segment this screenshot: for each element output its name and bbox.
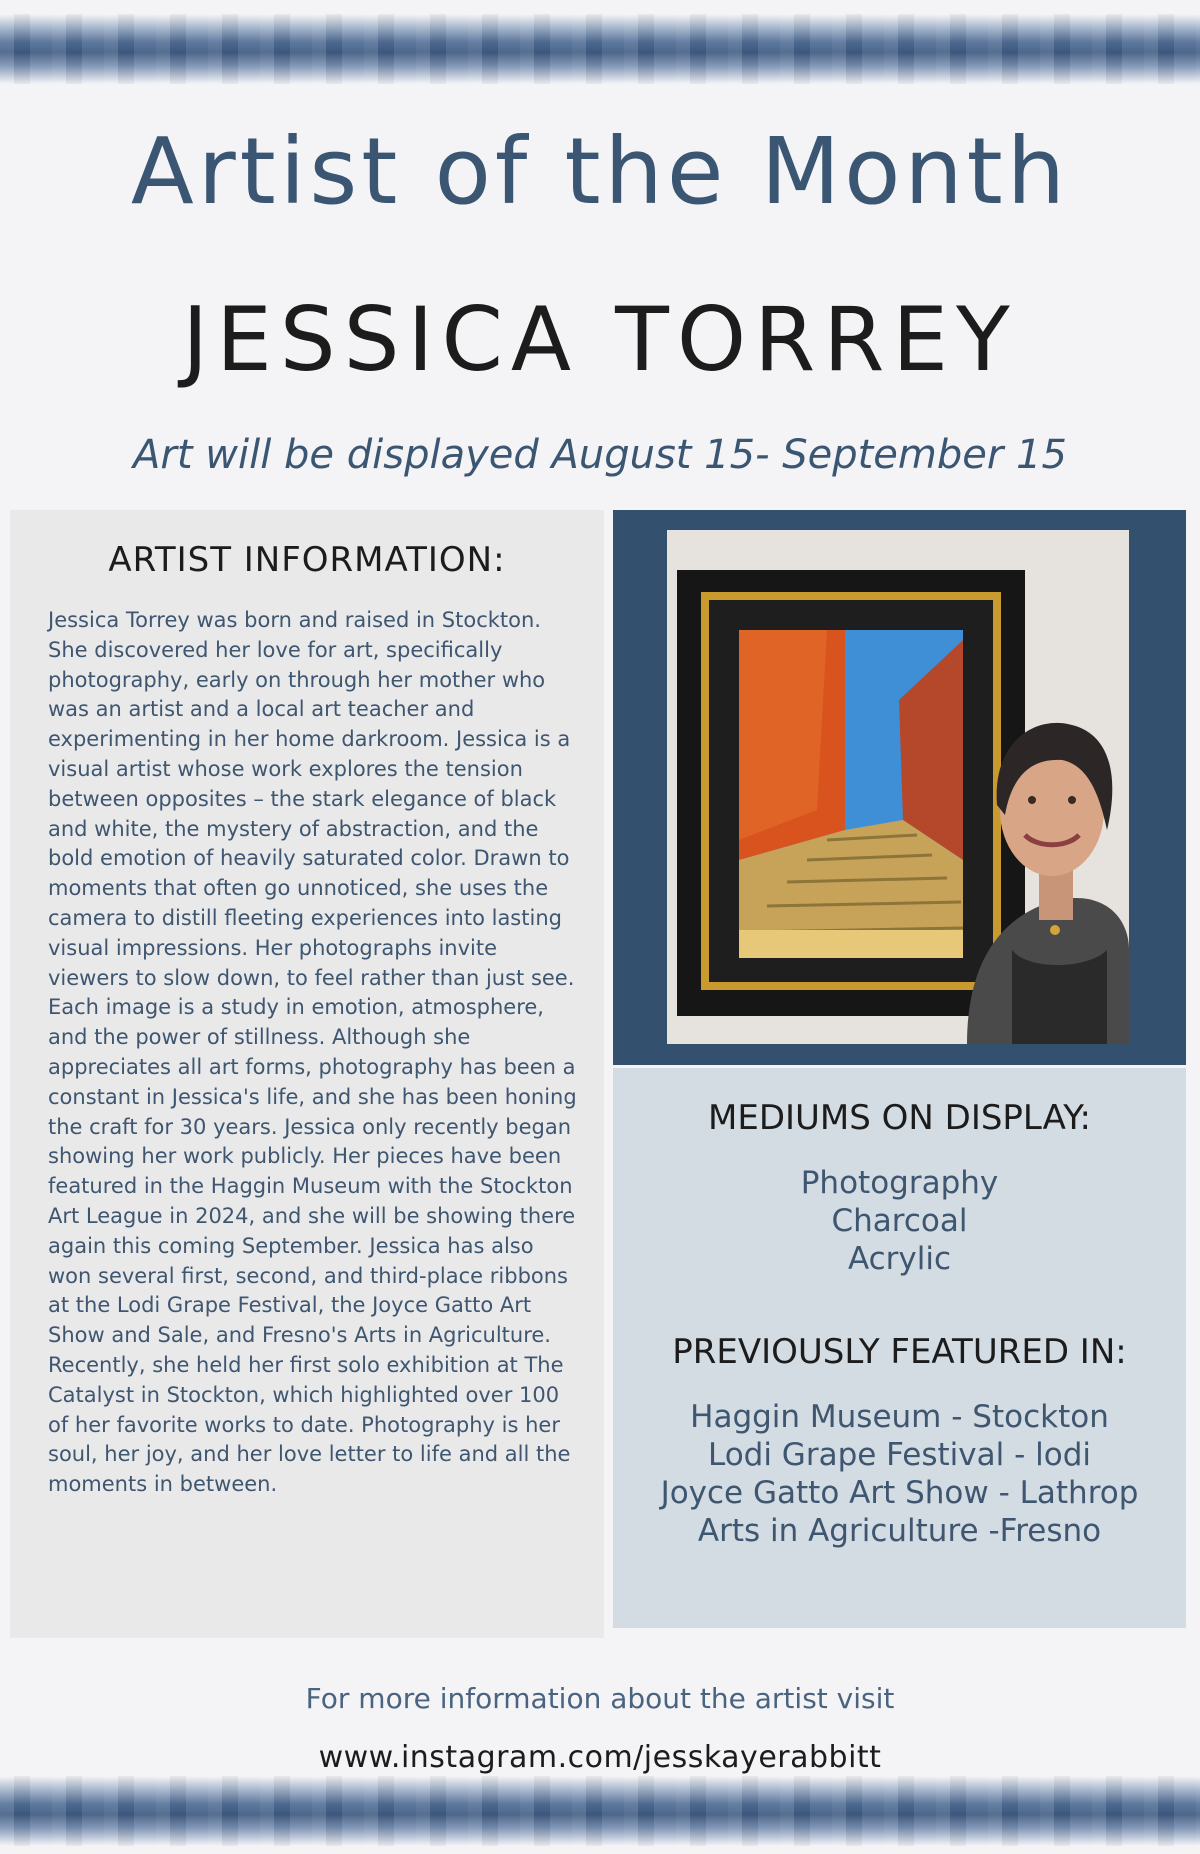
artist-photo-frame bbox=[613, 510, 1186, 1065]
artist-info-heading: ARTIST INFORMATION: bbox=[108, 540, 506, 580]
artist-bio: Jessica Torrey was born and raised in Stockton. She discovered her love for art, specifically photography, early on through her mother who was an artist and a local art teacher and experimenting in her home darkroom. Jessica is a visual artist whose work explores the tension between opposites – the stark elegance of black and white, the mystery of abstraction, and the bold emotion of heavily saturated color. Drawn to moments that often go unnoticed, she uses the camera to distill fleeting experiences into lasting visual impressions. Her photographs invite viewers to slow down, to feel rather than just see. Each image is a study in emotion, atmosphere, and the power of stillness. Although she appreciates all art forms, photography has been a constant in Jessica's life, and she has been honing the craft for 30 years. Jessica only recently began showing her work publicly. Her pieces have been featured in the Haggin Museum with the Stockton Art League in 2024, and she will be showing there again this coming September. Jessica has also won several first, second, and third-place ribbons at the Lodi Grape Festival, the Joyce Gatto Art Show and Sale, and Fresno's Arts in Agriculture. Recently, she held her first solo exhibition at The Catalyst in Stockton, which highlighted over 100 of her favorite works to date. Photography is her soul, her joy, and her love letter to life and all the moments in between. bbox=[48, 608, 577, 1497]
brush-stroke-top bbox=[0, 14, 1200, 84]
featured-list bbox=[613, 1398, 1186, 1550]
mediums-list bbox=[613, 1164, 1186, 1278]
medium-item: Acrylic bbox=[847, 1241, 952, 1277]
page-title: Artist of the Month bbox=[130, 118, 1070, 225]
medium-item: Charcoal bbox=[831, 1203, 968, 1239]
featured-item: Joyce Gatto Art Show - Lathrop bbox=[660, 1475, 1139, 1511]
brush-stroke-bottom bbox=[0, 1776, 1200, 1846]
featured-heading: PREVIOUSLY FEATURED IN: bbox=[672, 1332, 1127, 1372]
featured-item: Haggin Museum - Stockton bbox=[690, 1399, 1109, 1435]
featured-item: Arts in Agriculture -Fresno bbox=[697, 1513, 1102, 1549]
artist-name: JESSICA TORREY bbox=[182, 288, 1018, 391]
instagram-link[interactable]: www.instagram.com/jesskayerabbitt bbox=[318, 1740, 882, 1775]
footer-info-text: For more information about the artist visit bbox=[305, 1682, 895, 1715]
display-dates: Art will be displayed August 15- September 15 bbox=[133, 432, 1067, 478]
mediums-heading: MEDIUMS ON DISPLAY: bbox=[708, 1098, 1091, 1138]
artist-photo-illustration bbox=[667, 530, 1129, 1044]
medium-item: Photography bbox=[800, 1165, 999, 1201]
featured-item: Lodi Grape Festival - lodi bbox=[707, 1437, 1092, 1473]
artist-photo bbox=[667, 530, 1129, 1044]
details-panel bbox=[613, 1068, 1186, 1628]
artist-info-panel bbox=[10, 510, 604, 1638]
